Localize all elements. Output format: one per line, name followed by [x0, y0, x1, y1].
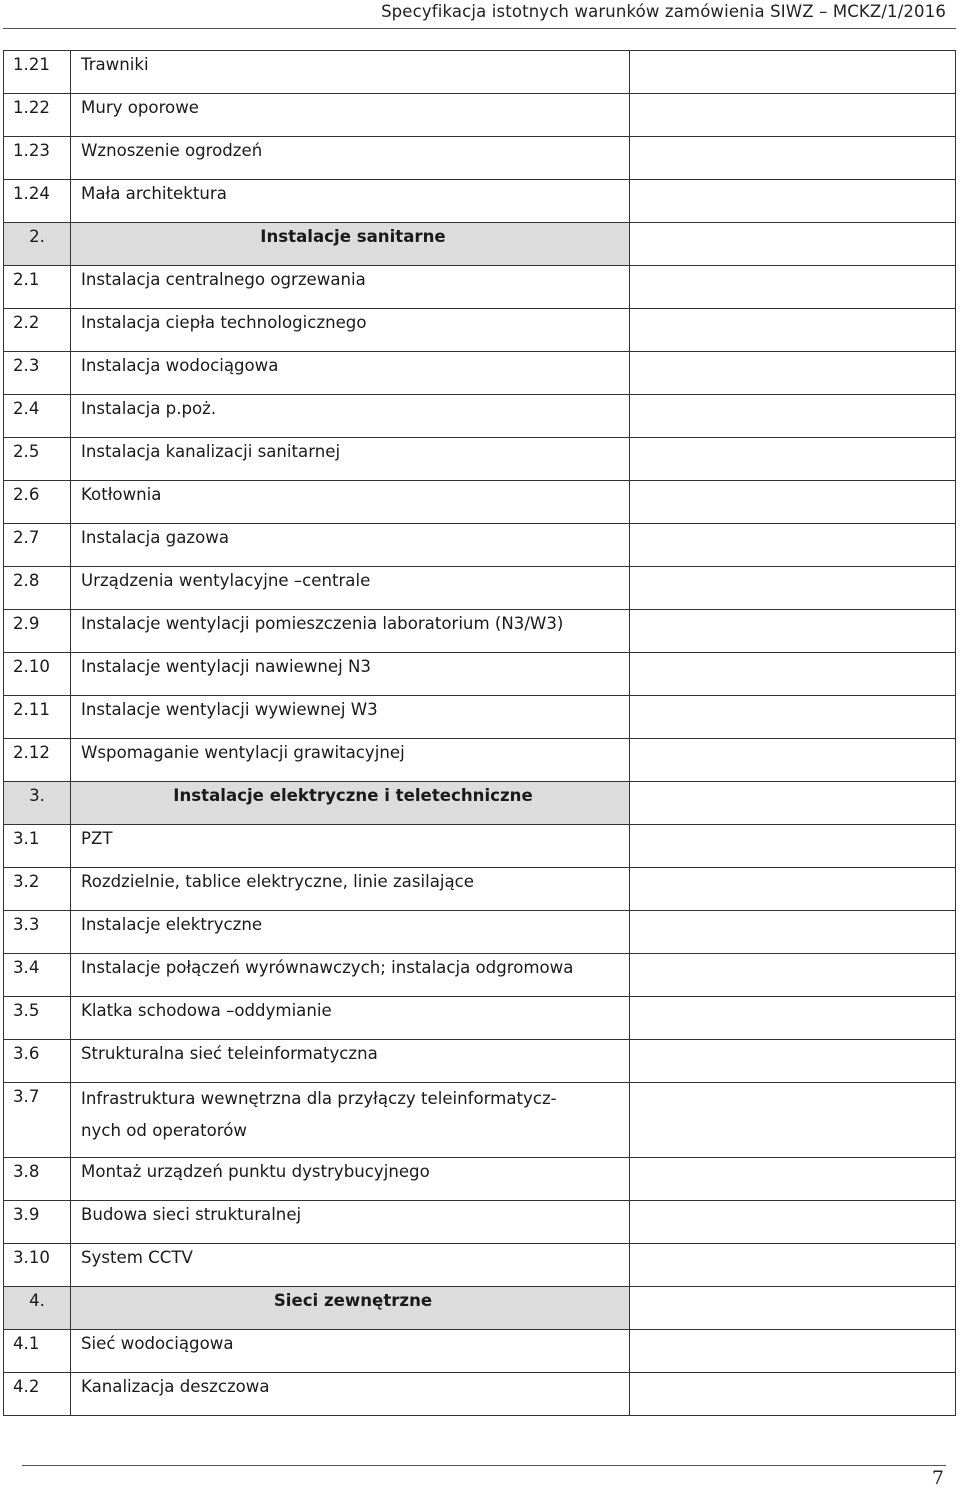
- item-name: Instalacje wentylacji pomieszczenia laboratorium (N3/W3): [81, 614, 564, 633]
- item-name: Wspomaganie wentylacji grawitacyjnej: [81, 743, 405, 762]
- item-name-cell: [71, 352, 630, 395]
- item-name-line: Infrastruktura wewnętrzna dla przyłączy teleinformatycz-: [81, 1089, 557, 1108]
- section-title: Instalacje sanitarne: [260, 227, 446, 246]
- item-name: Instalacje wentylacji nawiewnej N3: [81, 657, 371, 676]
- item-name: Instalacja kanalizacji sanitarnej: [81, 442, 341, 461]
- item-number-cell: [4, 1158, 71, 1201]
- item-name-cell: [71, 1287, 630, 1330]
- item-number-cell: [4, 1201, 71, 1244]
- table-row: [4, 1083, 956, 1158]
- item-number-cell: [4, 911, 71, 954]
- item-name-cell: [71, 1158, 630, 1201]
- table-row: [4, 1244, 956, 1287]
- item-number: 2.9: [13, 614, 40, 633]
- item-name: Kanalizacja deszczowa: [81, 1377, 270, 1396]
- empty-value-cell: [630, 567, 956, 610]
- table-row: [4, 1158, 956, 1201]
- item-number: 1.24: [13, 184, 50, 203]
- item-name: Instalacja p.poż.: [81, 399, 217, 418]
- item-name: Instalacje połączeń wyrównawczych; instalacja odgromowa: [81, 958, 574, 977]
- item-name: Rozdzielnie, tablice elektryczne, linie zasilające: [81, 872, 474, 891]
- document-title: Specyfikacja istotnych warunków zamówienia SIWZ – MCKZ/1/2016: [381, 2, 946, 21]
- table-row: [4, 180, 956, 223]
- item-name-line: nych od operatorów: [81, 1121, 247, 1140]
- item-number-cell: [4, 1330, 71, 1373]
- item-name-cell: [71, 1373, 630, 1416]
- item-number-cell: [4, 352, 71, 395]
- item-number: 3.9: [13, 1205, 40, 1224]
- item-name-cell: [71, 1040, 630, 1083]
- item-number: 3.6: [13, 1044, 40, 1063]
- empty-value-cell: [630, 954, 956, 997]
- item-name-cell: [71, 481, 630, 524]
- item-name: Mała architektura: [81, 184, 227, 203]
- empty-value-cell: [630, 395, 956, 438]
- item-name: System CCTV: [81, 1248, 193, 1267]
- item-number: 2.4: [13, 399, 40, 418]
- item-number: 3.1: [13, 829, 40, 848]
- empty-value-cell: [630, 825, 956, 868]
- header-divider: [3, 28, 956, 29]
- empty-value-cell: [630, 438, 956, 481]
- item-number: 3.5: [13, 1001, 40, 1020]
- specification-table-body: [4, 51, 956, 1416]
- empty-value-cell: [630, 696, 956, 739]
- item-number-cell: [4, 610, 71, 653]
- item-number-cell: [4, 1083, 71, 1158]
- table-row: [4, 868, 956, 911]
- item-number: 3.3: [13, 915, 40, 934]
- table-row: [4, 739, 956, 782]
- item-name-cell: [71, 868, 630, 911]
- item-name-cell: [71, 825, 630, 868]
- table-row: [4, 997, 956, 1040]
- item-number: 1.21: [13, 55, 50, 74]
- item-name: Wznoszenie ogrodzeń: [81, 141, 263, 160]
- empty-value-cell: [630, 610, 956, 653]
- table-row: [4, 1330, 956, 1373]
- empty-value-cell: [630, 911, 956, 954]
- item-name-cell: [71, 1330, 630, 1373]
- item-name-cell: [71, 782, 630, 825]
- item-name: Trawniki: [81, 55, 149, 74]
- table-row: [4, 610, 956, 653]
- item-number-cell: [4, 739, 71, 782]
- table-row: [4, 352, 956, 395]
- table-row: [4, 567, 956, 610]
- empty-value-cell: [630, 782, 956, 825]
- item-name-cell: [71, 266, 630, 309]
- empty-value-cell: [630, 1244, 956, 1287]
- empty-value-cell: [630, 653, 956, 696]
- page-number: 7: [931, 1467, 944, 1489]
- item-number: 2.8: [13, 571, 40, 590]
- item-name-cell: [71, 94, 630, 137]
- item-name: PZT: [81, 829, 113, 848]
- footer-divider: [22, 1465, 946, 1466]
- item-name: Instalacje elektryczne: [81, 915, 263, 934]
- item-name-cell: [71, 1201, 630, 1244]
- empty-value-cell: [630, 1287, 956, 1330]
- item-number: 2.6: [13, 485, 40, 504]
- empty-value-cell: [630, 1158, 956, 1201]
- empty-value-cell: [630, 309, 956, 352]
- item-number-cell: [4, 825, 71, 868]
- item-number-cell: [4, 51, 71, 94]
- item-name-cell: [71, 438, 630, 481]
- table-row: [4, 438, 956, 481]
- section-title: Sieci zewnętrzne: [273, 1291, 433, 1310]
- item-number-cell: [4, 782, 71, 825]
- empty-value-cell: [630, 1201, 956, 1244]
- item-name-cell: [71, 1244, 630, 1287]
- item-name-cell: [71, 51, 630, 94]
- item-number: 3.10: [13, 1248, 50, 1267]
- item-name-cell: [71, 223, 630, 266]
- section-row: [4, 223, 956, 266]
- table-row: [4, 524, 956, 567]
- empty-value-cell: [630, 481, 956, 524]
- empty-value-cell: [630, 739, 956, 782]
- item-name-cell: [71, 997, 630, 1040]
- item-name: Instalacja wodociągowa: [81, 356, 279, 375]
- empty-value-cell: [630, 51, 956, 94]
- section-row: [4, 1287, 956, 1330]
- item-number-cell: [4, 94, 71, 137]
- item-number: 4.2: [13, 1377, 40, 1396]
- item-name: Klatka schodowa –oddymianie: [81, 1001, 332, 1020]
- table-row: [4, 266, 956, 309]
- empty-value-cell: [630, 94, 956, 137]
- empty-value-cell: [630, 223, 956, 266]
- item-number: 2.11: [13, 700, 50, 719]
- table-row: [4, 1040, 956, 1083]
- item-number: 2.12: [13, 743, 50, 762]
- table-row: [4, 1373, 956, 1416]
- item-name: [71, 1083, 629, 1147]
- item-name: Mury oporowe: [81, 98, 199, 117]
- empty-value-cell: [630, 868, 956, 911]
- item-number: 3.2: [13, 872, 40, 891]
- item-name-cell: [71, 1083, 630, 1158]
- item-name: Instalacja gazowa: [81, 528, 229, 547]
- table-row: [4, 954, 956, 997]
- item-number: 2.5: [13, 442, 40, 461]
- table-row: [4, 309, 956, 352]
- empty-value-cell: [630, 180, 956, 223]
- item-name: Instalacja ciepła technologicznego: [81, 313, 367, 332]
- empty-value-cell: [630, 352, 956, 395]
- item-number-cell: [4, 653, 71, 696]
- item-number-cell: [4, 1373, 71, 1416]
- item-number-cell: [4, 1244, 71, 1287]
- empty-value-cell: [630, 1330, 956, 1373]
- table-row: [4, 51, 956, 94]
- item-name: Budowa sieci strukturalnej: [81, 1205, 302, 1224]
- item-number-cell: [4, 266, 71, 309]
- item-number-cell: [4, 223, 71, 266]
- item-number: 2.1: [13, 270, 40, 289]
- item-name: Sieć wodociągowa: [81, 1334, 234, 1353]
- item-number-cell: [4, 567, 71, 610]
- item-name-cell: [71, 395, 630, 438]
- item-name-cell: [71, 567, 630, 610]
- empty-value-cell: [630, 524, 956, 567]
- item-name-cell: [71, 739, 630, 782]
- empty-value-cell: [630, 137, 956, 180]
- item-number: 3.8: [13, 1162, 40, 1181]
- table-row: [4, 1201, 956, 1244]
- item-name: Instalacje wentylacji wywiewnej W3: [81, 700, 378, 719]
- item-number-cell: [4, 309, 71, 352]
- item-number-cell: [4, 1040, 71, 1083]
- section-number: 2.: [29, 227, 45, 246]
- item-name-cell: [71, 309, 630, 352]
- section-number: 3.: [29, 786, 45, 805]
- item-name: Instalacja centralnego ogrzewania: [81, 270, 366, 289]
- table-row: [4, 481, 956, 524]
- table-row: [4, 911, 956, 954]
- item-name: Montaż urządzeń punktu dystrybucyjnego: [81, 1162, 430, 1181]
- item-number-cell: [4, 137, 71, 180]
- item-number-cell: [4, 180, 71, 223]
- specification-table: [3, 50, 956, 1416]
- item-number-cell: [4, 1287, 71, 1330]
- item-number: 2.3: [13, 356, 40, 375]
- section-title: Instalacje elektryczne i teletechniczne: [173, 786, 533, 805]
- table-row: [4, 395, 956, 438]
- empty-value-cell: [630, 266, 956, 309]
- table-row: [4, 696, 956, 739]
- item-number-cell: [4, 395, 71, 438]
- item-number-cell: [4, 954, 71, 997]
- item-name: Kotłownia: [81, 485, 162, 504]
- table-row: [4, 653, 956, 696]
- item-name: Urządzenia wentylacyjne –centrale: [81, 571, 371, 590]
- item-name-cell: [71, 696, 630, 739]
- empty-value-cell: [630, 997, 956, 1040]
- item-number: 1.22: [13, 98, 50, 117]
- item-name-cell: [71, 653, 630, 696]
- item-number-cell: [4, 696, 71, 739]
- item-number: 3.4: [13, 958, 40, 977]
- page-header: [0, 0, 960, 30]
- item-name: Strukturalna sieć teleinformatyczna: [81, 1044, 378, 1063]
- table-row: [4, 94, 956, 137]
- item-name-cell: [71, 180, 630, 223]
- item-name-cell: [71, 524, 630, 567]
- table-row: [4, 137, 956, 180]
- empty-value-cell: [630, 1373, 956, 1416]
- item-name-cell: [71, 954, 630, 997]
- table-row: [4, 825, 956, 868]
- item-number-cell: [4, 524, 71, 567]
- item-number: 4.1: [13, 1334, 40, 1353]
- item-name-cell: [71, 137, 630, 180]
- section-row: [4, 782, 956, 825]
- item-number: 1.23: [13, 141, 50, 160]
- item-number: 2.2: [13, 313, 40, 332]
- item-number: 2.10: [13, 657, 50, 676]
- empty-value-cell: [630, 1040, 956, 1083]
- item-name-cell: [71, 911, 630, 954]
- item-number: 3.7: [13, 1087, 40, 1106]
- item-name-cell: [71, 610, 630, 653]
- section-number: 4.: [29, 1291, 45, 1310]
- item-number-cell: [4, 868, 71, 911]
- item-number-cell: [4, 481, 71, 524]
- item-number-cell: [4, 438, 71, 481]
- item-number: 2.7: [13, 528, 40, 547]
- item-number-cell: [4, 997, 71, 1040]
- empty-value-cell: [630, 1083, 956, 1158]
